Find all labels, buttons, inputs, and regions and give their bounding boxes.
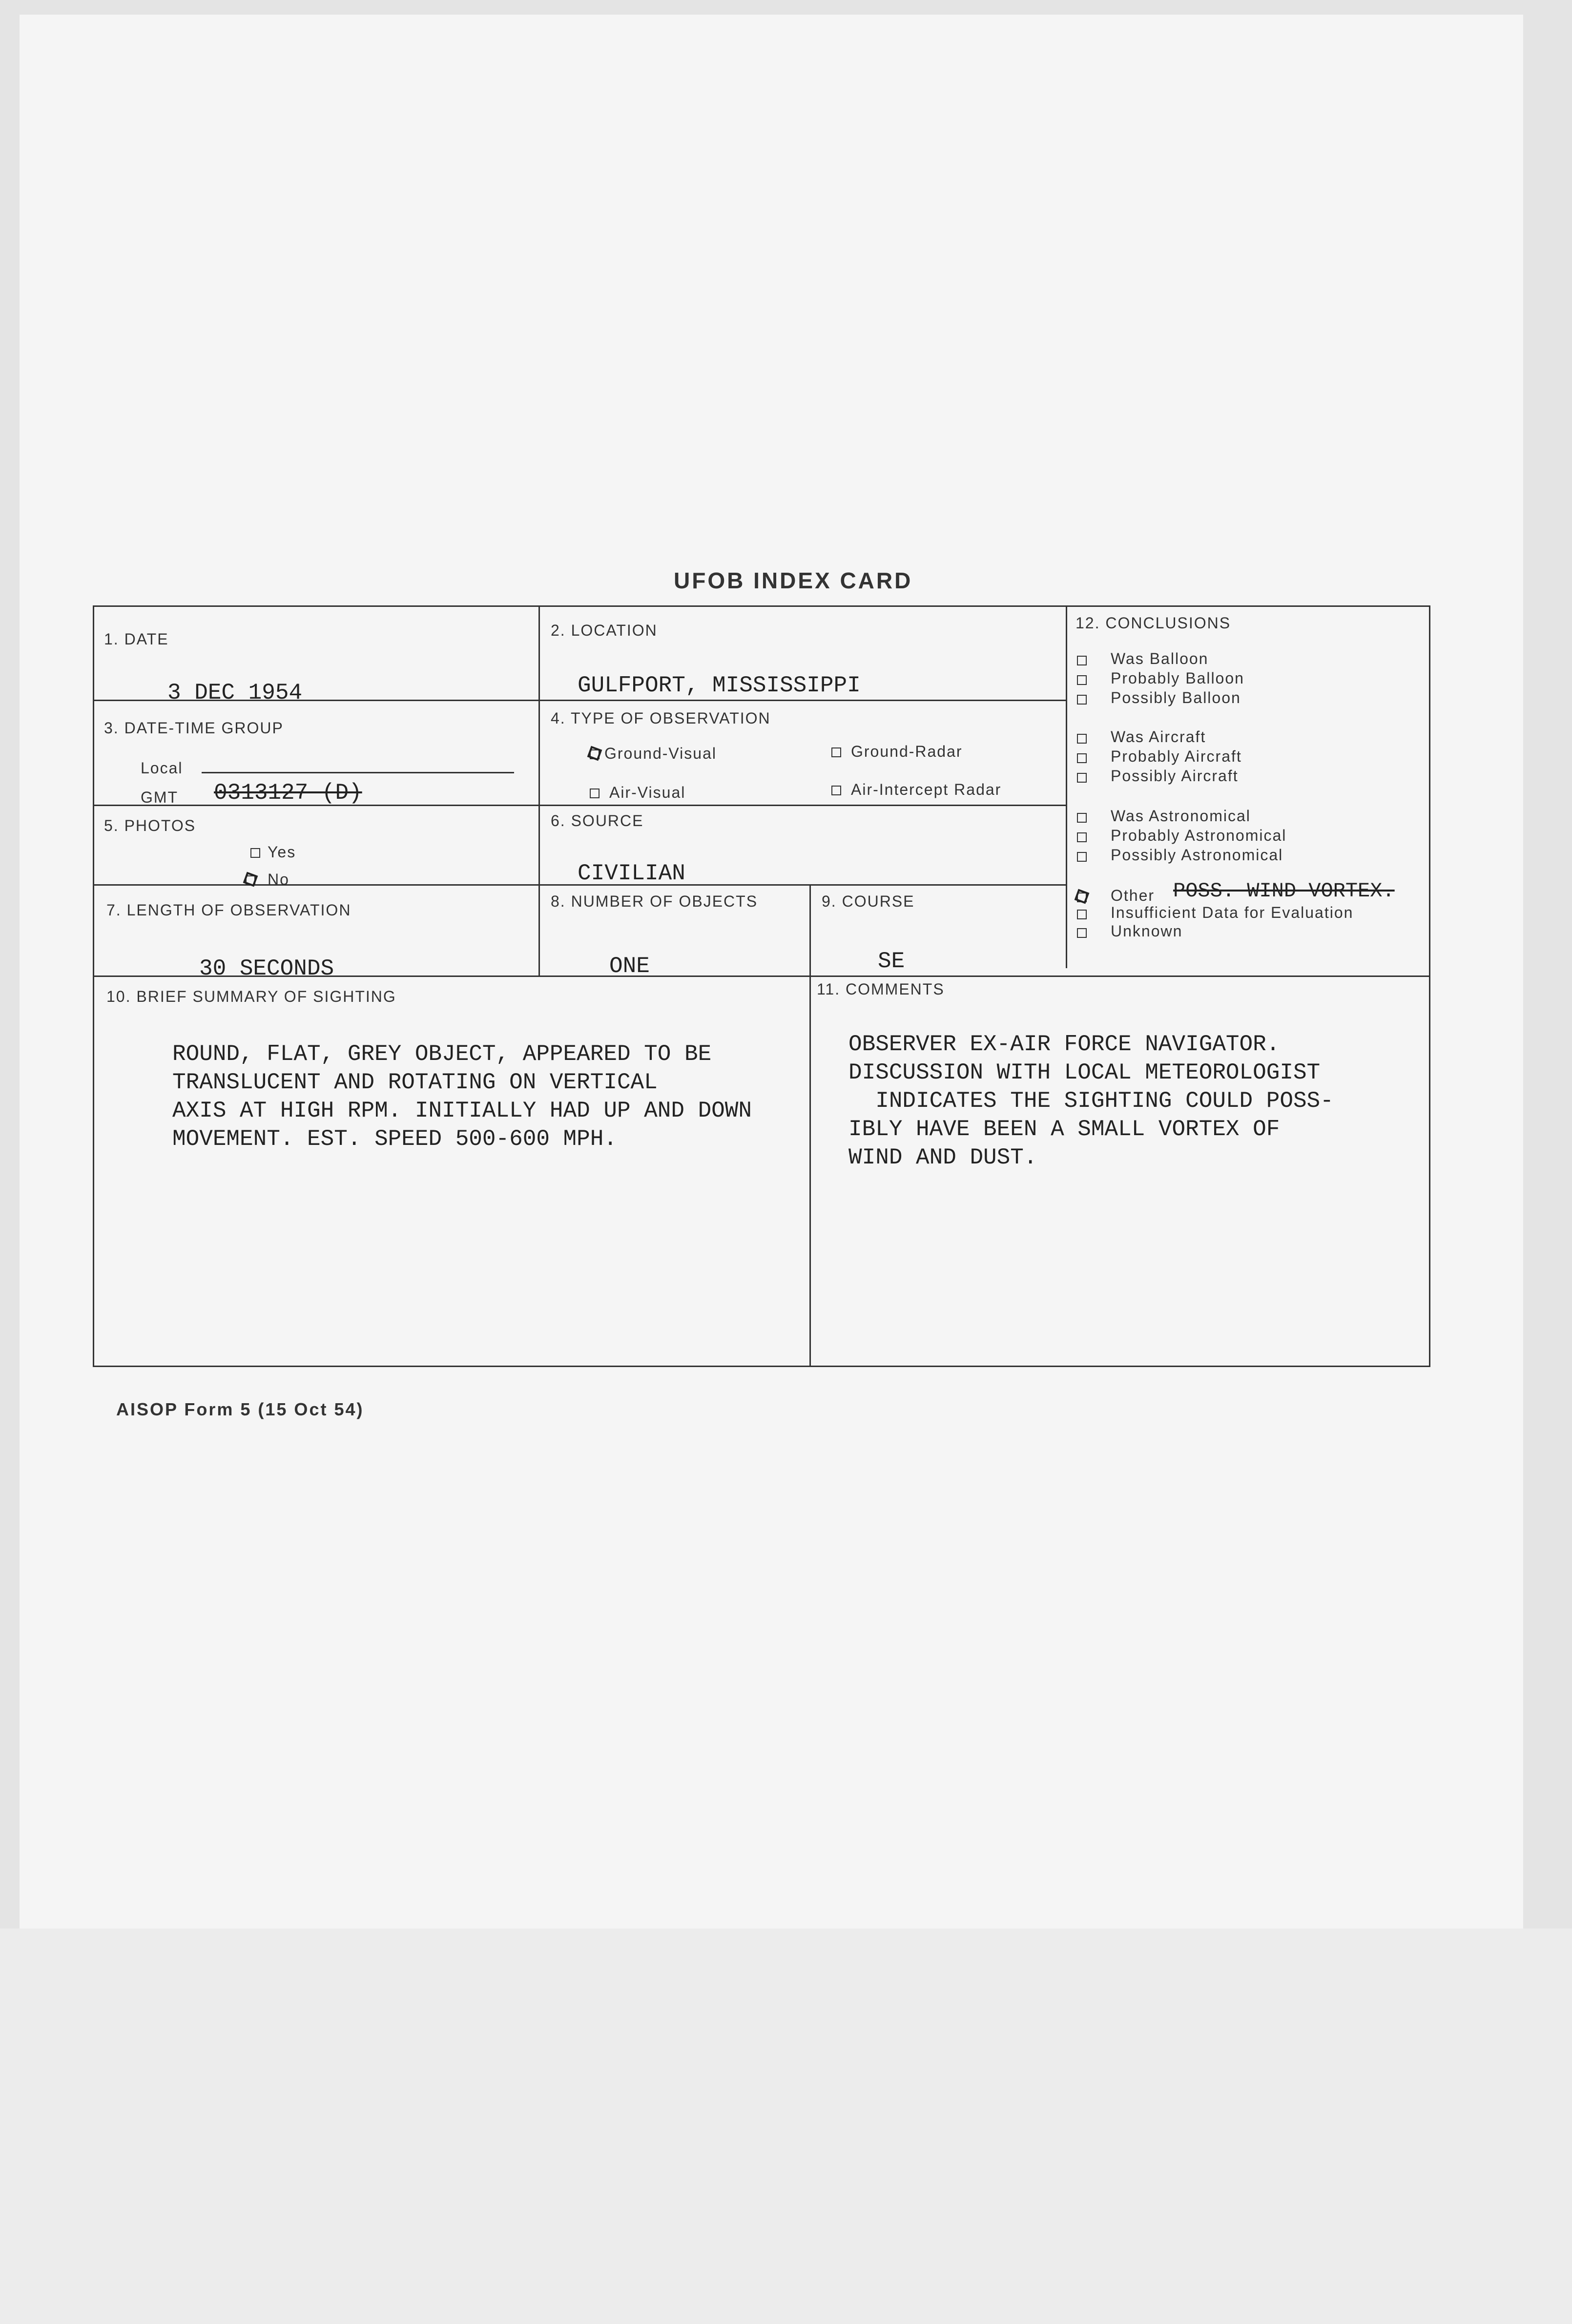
other-label: Other — [1111, 887, 1155, 904]
index-card — [93, 605, 1430, 1367]
dtg-local-label: Local — [141, 759, 183, 777]
source-value: CIVILIAN — [578, 861, 685, 886]
comments-label: 11. COMMENTS — [817, 980, 945, 998]
source-label: 6. SOURCE — [551, 812, 644, 830]
air-intercept-checkbox[interactable] — [831, 786, 841, 795]
other-checkbox[interactable] — [1077, 892, 1087, 902]
air-visual-label: Air-Visual — [609, 784, 686, 801]
photos-yes-checkbox[interactable] — [250, 848, 260, 858]
dtg-gmt-value: 0313127 (D) — [214, 780, 362, 806]
comments-line-1: OBSERVER EX-AIR FORCE NAVIGATOR. — [848, 1032, 1280, 1057]
location-value: GULFPORT, MISSISSIPPI — [578, 673, 861, 698]
course-label: 9. COURSE — [822, 892, 915, 910]
probably-aircraft-checkbox[interactable] — [1077, 753, 1087, 763]
other-value: POSS. WIND VORTEX. — [1173, 879, 1395, 903]
unknown-label: Unknown — [1111, 922, 1183, 940]
summary-line-3: AXIS AT HIGH RPM. INITIALLY HAD UP AND DOWN — [172, 1098, 752, 1123]
divider-v3 — [1066, 607, 1067, 968]
ground-radar-checkbox[interactable] — [831, 747, 841, 757]
was-balloon-label: Was Balloon — [1111, 650, 1209, 667]
possibly-astronomical-label: Possibly Astronomical — [1111, 846, 1283, 864]
photos-no-checkbox[interactable] — [246, 875, 255, 885]
form-identifier: AISOP Form 5 (15 Oct 54) — [116, 1399, 364, 1419]
comments-line-4: IBLY HAVE BEEN A SMALL VORTEX OF — [848, 1117, 1280, 1142]
probably-astronomical-checkbox[interactable] — [1077, 832, 1087, 842]
divider-v1 — [538, 607, 540, 975]
length-value: 30 SECONDS — [199, 956, 334, 981]
photos-no-label: No — [268, 871, 290, 888]
dtg-label: 3. DATE-TIME GROUP — [104, 719, 284, 737]
background-shadow — [0, 1929, 1572, 2324]
probably-balloon-checkbox[interactable] — [1077, 675, 1087, 685]
photos-label: 5. PHOTOS — [104, 817, 196, 834]
insufficient-data-checkbox[interactable] — [1077, 910, 1087, 919]
insufficient-data-label: Insufficient Data for Evaluation — [1111, 904, 1354, 921]
divider-v2 — [809, 885, 811, 1367]
was-balloon-checkbox[interactable] — [1077, 656, 1087, 665]
date-value: 3 DEC 1954 — [167, 680, 303, 706]
type-label: 4. TYPE OF OBSERVATION — [551, 709, 771, 727]
was-aircraft-checkbox[interactable] — [1077, 734, 1087, 744]
comments-line-5: WIND AND DUST. — [848, 1145, 1037, 1170]
possibly-aircraft-checkbox[interactable] — [1077, 773, 1087, 783]
was-aircraft-label: Was Aircraft — [1111, 728, 1206, 746]
ground-radar-label: Ground-Radar — [851, 743, 963, 760]
summary-line-2: TRANSLUCENT AND ROTATING ON VERTICAL — [172, 1070, 658, 1095]
course-value: SE — [878, 949, 905, 974]
unknown-checkbox[interactable] — [1077, 928, 1087, 938]
ground-visual-checkbox[interactable] — [590, 749, 600, 759]
summary-label: 10. BRIEF SUMMARY OF SIGHTING — [106, 988, 396, 1005]
summary-line-4: MOVEMENT. EST. SPEED 500-600 MPH. — [172, 1126, 617, 1152]
length-label: 7. LENGTH OF OBSERVATION — [106, 901, 352, 919]
possibly-aircraft-label: Possibly Aircraft — [1111, 767, 1239, 785]
was-astronomical-checkbox[interactable] — [1077, 813, 1087, 823]
air-intercept-label: Air-Intercept Radar — [851, 781, 1002, 798]
dtg-local-line — [202, 772, 514, 773]
air-visual-checkbox[interactable] — [590, 788, 600, 798]
conclusions-label: 12. CONCLUSIONS — [1076, 614, 1231, 632]
probably-astronomical-label: Probably Astronomical — [1111, 827, 1287, 844]
possibly-balloon-checkbox[interactable] — [1077, 695, 1087, 705]
date-label: 1. DATE — [104, 630, 169, 648]
location-label: 2. LOCATION — [551, 622, 658, 639]
possibly-astronomical-checkbox[interactable] — [1077, 852, 1087, 862]
summary-line-1: ROUND, FLAT, GREY OBJECT, APPEARED TO BE — [172, 1041, 712, 1067]
comments-line-2: DISCUSSION WITH LOCAL METEOROLOGIST — [848, 1060, 1321, 1085]
objects-value: ONE — [609, 954, 650, 979]
dtg-gmt-label: GMT — [141, 788, 179, 806]
card-title: UFOB INDEX CARD — [674, 568, 913, 593]
probably-aircraft-label: Probably Aircraft — [1111, 747, 1242, 765]
probably-balloon-label: Probably Balloon — [1111, 669, 1244, 687]
photos-yes-label: Yes — [268, 843, 296, 861]
ground-visual-label: Ground-Visual — [604, 745, 717, 762]
objects-label: 8. NUMBER OF OBJECTS — [551, 892, 758, 910]
possibly-balloon-label: Possibly Balloon — [1111, 689, 1241, 706]
was-astronomical-label: Was Astronomical — [1111, 807, 1251, 825]
comments-line-3: INDICATES THE SIGHTING COULD POSS- — [848, 1088, 1334, 1114]
